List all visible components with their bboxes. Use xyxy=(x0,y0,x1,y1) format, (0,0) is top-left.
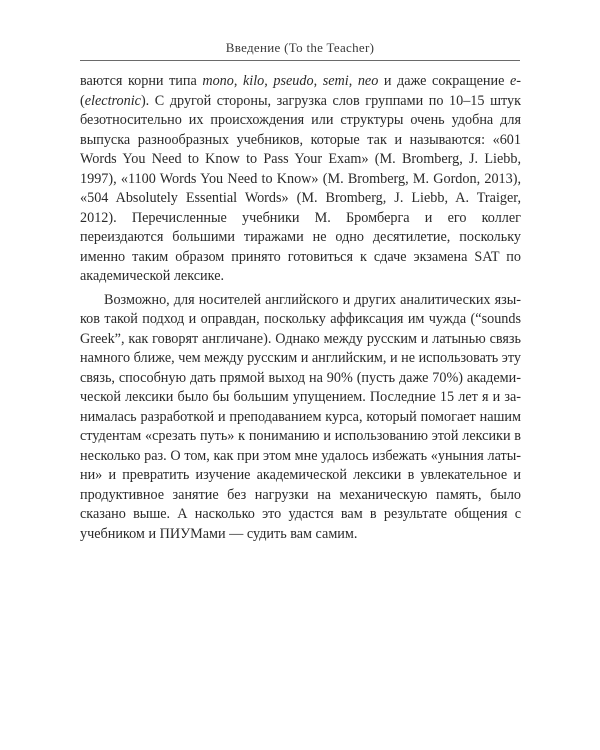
term-electronic: electronic xyxy=(84,92,141,109)
term-pseudo: pseudo xyxy=(273,73,314,89)
paragraph-1 xyxy=(80,72,521,287)
term-semi: semi xyxy=(322,73,349,89)
paragraph-1-text: ( xyxy=(80,92,85,109)
paragraph-1-text: ). С другой стороны, загрузка слов группами по 10–15 штук безотносительно их происхождения или структуры очень удобна для выпуска разнообразных учебников, которые так и называются: «601 Words You Need to Know to Pass Your Exam» (M. Bromberg, J. Liebb, 1997), «1100 Words You Need to Know» (M. Bromberg, M. Gordon, 2013), «504 Absolutely Essential Words» (M. Bromberg, J. Liebb, A. Traiger, 2012). Перечисленные учебники М. Бромберга и его коллег переиздаются большими тиражами не одно десятилетие, поскольку именно таким образом принято готовиться к сдаче экзамена SAT по академической лексике. xyxy=(80,92,521,284)
term-e: e- xyxy=(509,73,521,89)
paragraph-1-text: ваются корни типа xyxy=(80,73,203,89)
paragraph-2: Возможно, для носителей английского и других аналитических языков такой подход и оправдан, поскольку аффиксация им чужда (“sounds Greek”, как говорят англичане). Однако между русским и латынью связь намного ближе, чем между русским и английским, и не использовать эту связь, способную дать прямой выход на 90% (пусть даже 70%) академической лексики было бы большим упущением. Последние 15 лет я и занималась разработкой и преподаванием курса, который помогает нашим студентам «срезать путь» к пониманию и использованию этой лексики в несколько раз. О том, как при этом мне удалось избежать «уныния латыни» и превратить изучение академической лексики в увлекательное и продуктивное занятие без нагрузки на механическую память, было сказано выше. А насколько это удастся вам в результате общения с учебником и ПИУМами — судить вам самим. xyxy=(80,291,521,542)
paragraph-1-text: , xyxy=(313,73,323,89)
term-mono: mono xyxy=(202,73,234,89)
header-rule xyxy=(80,60,520,61)
running-head: Введение (To the Teacher) xyxy=(225,40,375,55)
body-text xyxy=(80,72,521,544)
paragraph-1-text: , xyxy=(348,73,358,89)
term-kilo: kilo xyxy=(242,73,265,89)
paragraph-1-text: , xyxy=(233,73,243,89)
term-neo: neo xyxy=(357,73,379,89)
paragraph-1-text: , xyxy=(264,73,274,89)
paragraph-1-text: и даже сокращение xyxy=(378,73,510,89)
